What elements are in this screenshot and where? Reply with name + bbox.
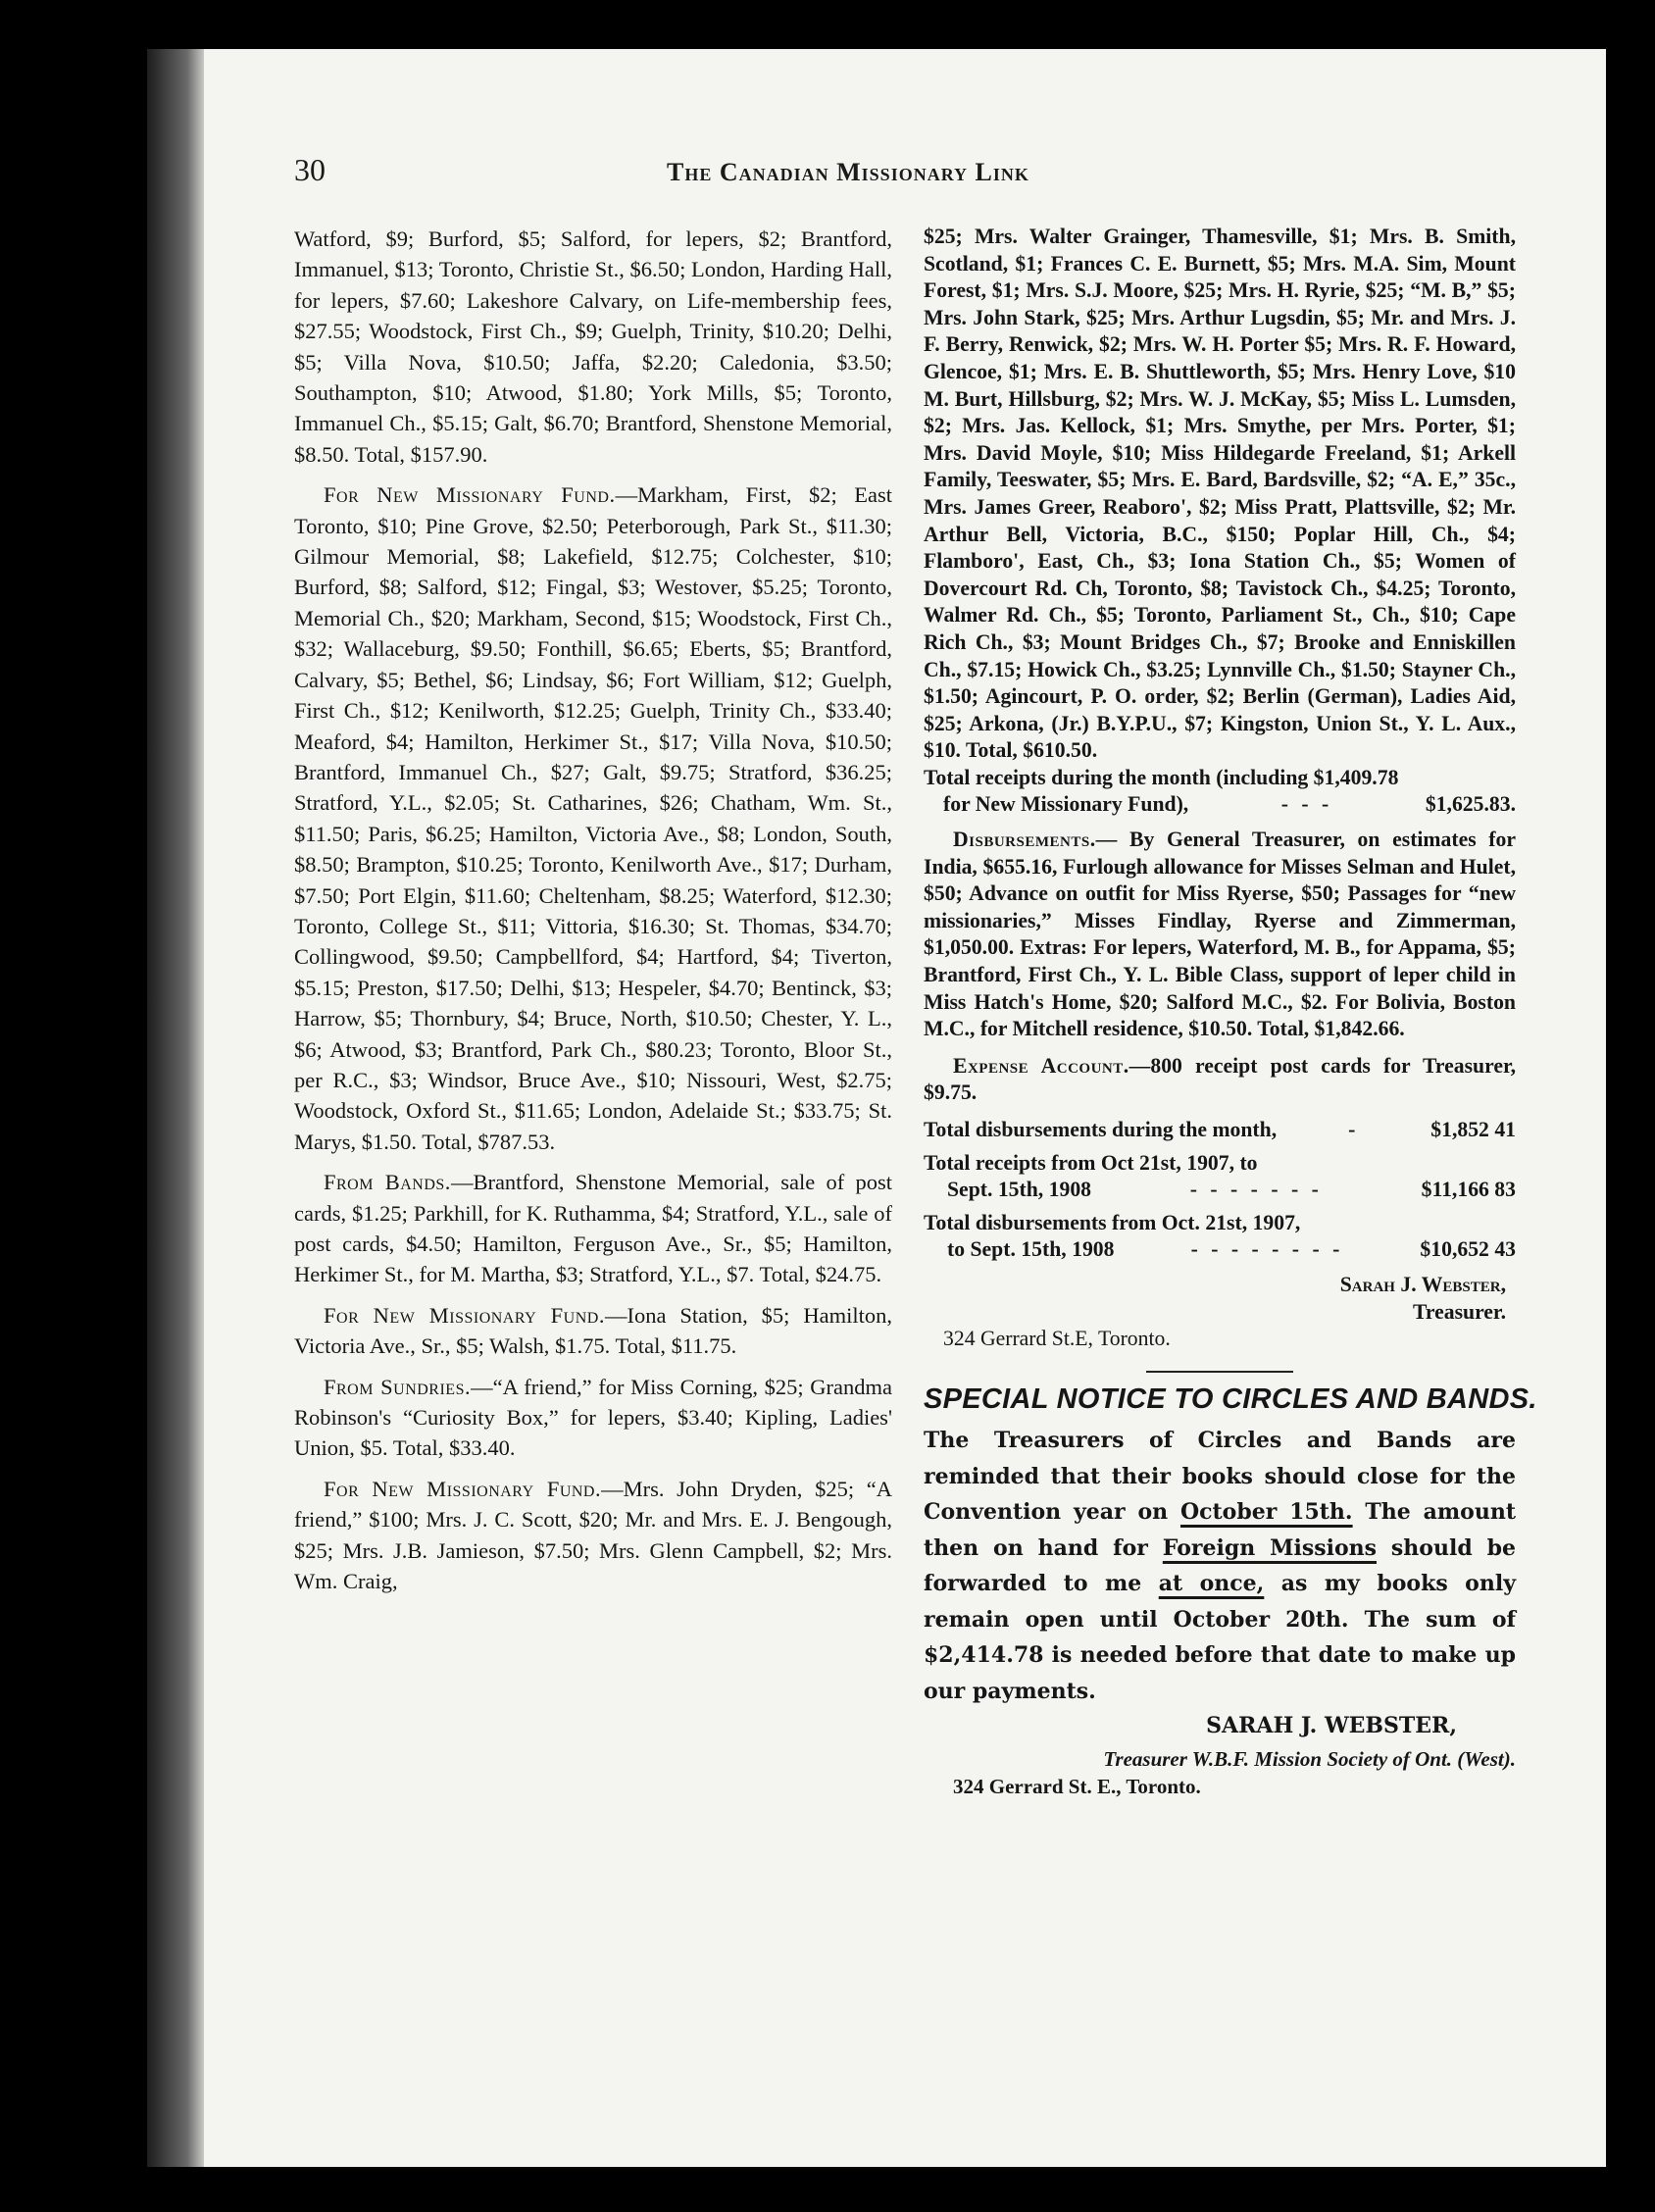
paragraph-text: —Iona Station, $5; Hamilton, Victoria Ave., Sr., $5; Walsh, $1.75. Total, $11.75. bbox=[294, 1302, 892, 1359]
disbursements-paragraph bbox=[924, 827, 1516, 1043]
receipts-continued-paragraph bbox=[924, 224, 1516, 765]
total-disbursements-amount: $1,852 41 bbox=[1430, 1118, 1516, 1141]
notice-at-once: at once, bbox=[1158, 1571, 1265, 1597]
paragraph-text: —“A friend,” for Miss Corning, $25; Grandma Robinson's “Curiosity Box,” for lepers, $3.40; Kipling, Ladies' Union, $5. Total, $33.40. bbox=[294, 1374, 892, 1461]
paragraph-text: —Markham, First, $2; East Toronto, $10; Pine Grove, $2.50; Peterborough, Park St., $11.30; Gilmour Memorial, $8; Lakefield, $12.75; Colchester, $10; Burford, $8; Salford, $12; Fingal, $3; Westover, $5.25; Toronto, Memorial Ch., $20; Markham, Second, $15; Woodstock, First Ch., $32; Wallaceburg, $9.50; Fonthill, $6.65; Eberts, $5; Brantford, Calvary, $5; Bethel, $6; Lindsay, $6; Fort William, $12; Guelph, First Ch., $12; Kenilworth, $12.25; Guelph, Trinity Ch., $33.40; Meaford, $4; Hamilton, Herkimer St., $17; Villa Nova, $10.50; Brantford, Immanuel Ch., $27; Galt, $9.75; Stratford, $36.25; Stratford, Y.L., $2.05; St. Catharines, $26; Chatham, Wm. St., $11.50; Paris, $6.25; Hamilton, Victoria Ave., $8; London, South, $8.50; Brampton, $10.25; Toronto, Kenilworth Ave., $17; Durham, $7.50; Port Elgin, $11.60; Cheltenham, $8.25; Waterford, $12.30; Toronto, College St., $11; Vittoria, $16.30; St. Thomas, $34.70; Collingwood, $9.50; Campbellford, $4; Hartford, $4; Tiverton, $5.15; Preston, $17.50; Delhi, $13; Hespeler, $4.70; Bentinck, $3; Harrow, $5; Thornbury, $4; Bruce, North, $10.50; Chester, Y. L., $6; Atwood, $3; Brantford, Park Ch., $80.23; Toronto, Bloor St., per R.C., $3; Windsor, Bruce Ave., $10; Nissouri, West, $2.75; Woodstock, Oxford St., $11.65; London, Adelaide St.; $33.75; St. Marys, $1.50. Total, $787.53. bbox=[294, 482, 892, 1154]
notice-text: as my books only remain open until October 20th. The sum of $2,414.78 is needed before that date to make up our payments. bbox=[924, 1571, 1516, 1704]
receipts-text: Watford, $9; Burford, $5; Salford, for lepers, $2; Brantford, Immanuel, $13; Toronto, Christie St., $6.50; London, Harding Hall, for lepers, $7.60; Lakeshore Calvary, on Life-membership fees, $27.55; Woodstock, First Ch., $9; Guelph, Trinity, $10.20; Delhi, $5; Villa Nova, $10.50; Jaffa, $2.20; Caledonia, $3.50; Southampton, $10; Atwood, $1.80; York Mills, $5; Toronto, Immanuel Ch., $5.15; Galt, $6.70; Brantford, Shenstone Memorial, $8.50. Total, $157.90. bbox=[294, 226, 892, 467]
left-column bbox=[294, 224, 892, 1596]
total-receipts-year-amount: $11,166 83 bbox=[1421, 1178, 1516, 1202]
total-receipts-row bbox=[924, 791, 1516, 819]
section-lead: From Bands. bbox=[324, 1170, 451, 1195]
section-divider bbox=[1146, 1371, 1293, 1373]
total-receipts-month bbox=[924, 765, 1516, 819]
sundries-new-missionary-fund-paragraph bbox=[294, 1474, 892, 1597]
section-lead: For New Missionary Fund. bbox=[324, 1476, 602, 1501]
notice-deadline: October 15th. bbox=[1179, 1499, 1353, 1526]
leader-dots: - - - bbox=[1280, 792, 1333, 817]
leader-dots: - - - - - - - - bbox=[1190, 1237, 1344, 1262]
special-notice bbox=[924, 1382, 1537, 1800]
paragraph-text: — By General Treasurer, on estimates for India, $655.16, Furlough allowance for Misses Selman and Hulet, $50; Advance on outfit for Miss Ryerse, $50; Passages for “new missionaries,” Misses Findlay, Ryerse and Zimmerman, $1,050.00. Extras: For lepers, Waterford, M. B., for Appama, $5; Brantford, First Ch., Y. L. Bible Class, support of leper child in Miss Hatch's Home, $20; Salford M.C., $2. For Bolivia, Boston M.C., for Mitchell residence, $10.50. Total, $1,842.66. bbox=[924, 828, 1516, 1041]
notice-text: The amount then on hand for bbox=[924, 1499, 1516, 1561]
notice-signature-title: Treasurer W.B.F. Mission Society of Ont. (West). bbox=[1103, 1746, 1516, 1771]
total-receipts-year bbox=[924, 1150, 1516, 1204]
receipts-paragraph bbox=[294, 224, 892, 470]
leader-dots: - bbox=[1348, 1118, 1360, 1141]
total-disbursements-year-label: to Sept. 15th, 1908 bbox=[947, 1237, 1115, 1262]
notice-address: 324 Gerrard St. E., Toronto. bbox=[953, 1774, 1201, 1798]
total-receipts-year-label: Sept. 15th, 1908 bbox=[947, 1178, 1092, 1202]
total-receipts-year-row bbox=[924, 1177, 1516, 1204]
section-lead: For New Missionary Fund. bbox=[324, 482, 616, 508]
notice-foreign-missions: Foreign Missions bbox=[1162, 1534, 1378, 1561]
treasurer-title: Treasurer. bbox=[1413, 1299, 1506, 1324]
total-disbursements-label: Total disbursements during the month, bbox=[924, 1118, 1278, 1141]
notice-title: SPECIAL NOTICE TO CIRCLES AND BANDS. bbox=[924, 1382, 1537, 1415]
treasurer-signature: Sarah J. Webster, bbox=[1339, 1272, 1506, 1296]
expense-account-paragraph bbox=[924, 1053, 1516, 1107]
notice-text: The Treasurers of Circles and Bands are reminded that their books should close for the Convention year on bbox=[924, 1428, 1516, 1526]
paragraph-text: —800 receipt post cards for Treasurer, $9.75. bbox=[924, 1053, 1516, 1105]
notice-body bbox=[924, 1423, 1516, 1709]
bands-new-missionary-fund-paragraph bbox=[294, 1300, 892, 1362]
leader-dots: - - - - - - - bbox=[1189, 1178, 1323, 1202]
total-receipts-year-line: Total receipts from Oct 21st, 1907, to bbox=[924, 1150, 1258, 1175]
from-sundries-paragraph bbox=[294, 1372, 892, 1464]
total-receipts-line: Total receipts during the month (including $1,409.78 bbox=[924, 765, 1399, 789]
from-bands-paragraph bbox=[294, 1167, 892, 1290]
total-disbursements-year-line: Total disbursements from Oct. 21st, 1907, bbox=[924, 1210, 1301, 1234]
page-header bbox=[294, 152, 1520, 191]
paragraph-text: —Mrs. John Dryden, $25; “A friend,” $100; Mrs. J. C. Scott, $20; Mr. and Mrs. E. J. Bengough, $25; Mrs. J.B. Jamieson, $7.50; Mrs. Glenn Campbell, $2; Mrs. Wm. Craig, bbox=[294, 1476, 892, 1594]
page-number: 30 bbox=[294, 152, 326, 187]
running-title: The Canadian Missionary Link bbox=[667, 158, 1029, 186]
paragraph-text: —Brantford, Shenstone Memorial, sale of post cards, $1.25; Parkhill, for K. Ruthamma, $4; Stratford, Y.L., sale of post cards, $4.50; Hamilton, Ferguson Ave., Sr., $5; Hamilton, Herkimer St., for M. Martha, $3; Stratford, Y.L., $7. Total, $24.75. bbox=[294, 1170, 892, 1287]
right-column bbox=[924, 224, 1537, 1800]
total-receipts-amount: $1,625.83. bbox=[1425, 792, 1516, 817]
treasurer-address: 324 Gerrard St.E, Toronto. bbox=[943, 1327, 1171, 1351]
total-disbursements-year-row bbox=[924, 1236, 1516, 1264]
total-receipts-label: for New Missionary Fund), bbox=[943, 792, 1189, 817]
section-lead: From Sundries. bbox=[324, 1374, 472, 1399]
total-disbursements-month-row bbox=[924, 1117, 1516, 1144]
section-lead: Disbursements. bbox=[953, 828, 1096, 852]
section-lead: Expense Account. bbox=[953, 1053, 1129, 1078]
notice-signature: SARAH J. WEBSTER, bbox=[1206, 1713, 1457, 1739]
book-spine-shadow bbox=[147, 49, 204, 2167]
total-disbursements-year bbox=[924, 1210, 1516, 1264]
paragraph-text: $25; Mrs. Walter Grainger, Thamesville, $1; Mrs. B. Smith, Scotland, $1; Frances C. E. Burnett, $5; Mrs. M.A. Sim, Mount Forest, $1; Mrs. S.J. Moore, $25; Mrs. H. Ryrie, $25; “M. B,” $5; Mrs. John Stark, $25; Mrs. Arthur Lugsdin, $5; Mr. and Mrs. J. F. Berry, Renwick, $2; Mrs. W. H. Porter $5; Mrs. R. F. Howard, Glencoe, $1; Mrs. E. B. Shuttleworth, $5; Mrs. Henry Love, $10 M. Burt, Hillsburg, $2; Mrs. W. J. McKay, $5; Miss L. Lumsden, $2; Mrs. Jas. Kellock, $1; Mrs. Smythe, per Mrs. Porter, $1; Mrs. David Moyle, $10; Miss Hildegarde Freeland, $1; Arkell Family, Teeswater, $5; Mrs. E. Bard, Bardsville, $2; “A. E,” 35c., Mrs. James Greer, Reaboro', $2; Miss Pratt, Plattsville, $2; Mr. Arthur Bell, Victoria, B.C., $150; Poplar Hill, Ch., $4; Flamboro', East, Ch., $3; Iona Station Ch., $5; Women of Dovercourt Rd. Ch, Toronto, $8; Tavistock Ch., $4.25; Toronto, Walmer Rd. Ch., $5; Toronto, Parliament St., Ch., $10; Cape Rich Ch., $3; Mount Bridges Ch., $7; Brooke and Enniskillen Ch., $7.15; Howick Ch., $3.25; Lynnville Ch., $1.50; Stayner Ch., $1.50; Agincourt, P. O. order, $2; Berlin (German), Ladies Aid, $25; Arkona, (Jr.) B.Y.P.U., $7; Kingston, Union St., Y. L. Aux., $10. Total, $610.50. bbox=[924, 225, 1516, 763]
notice-text: should be forwarded to me bbox=[924, 1534, 1516, 1597]
total-disbursements-year-amount: $10,652 43 bbox=[1420, 1237, 1516, 1262]
new-missionary-fund-paragraph bbox=[294, 479, 892, 1157]
section-lead: For New Missionary Fund. bbox=[324, 1302, 605, 1328]
